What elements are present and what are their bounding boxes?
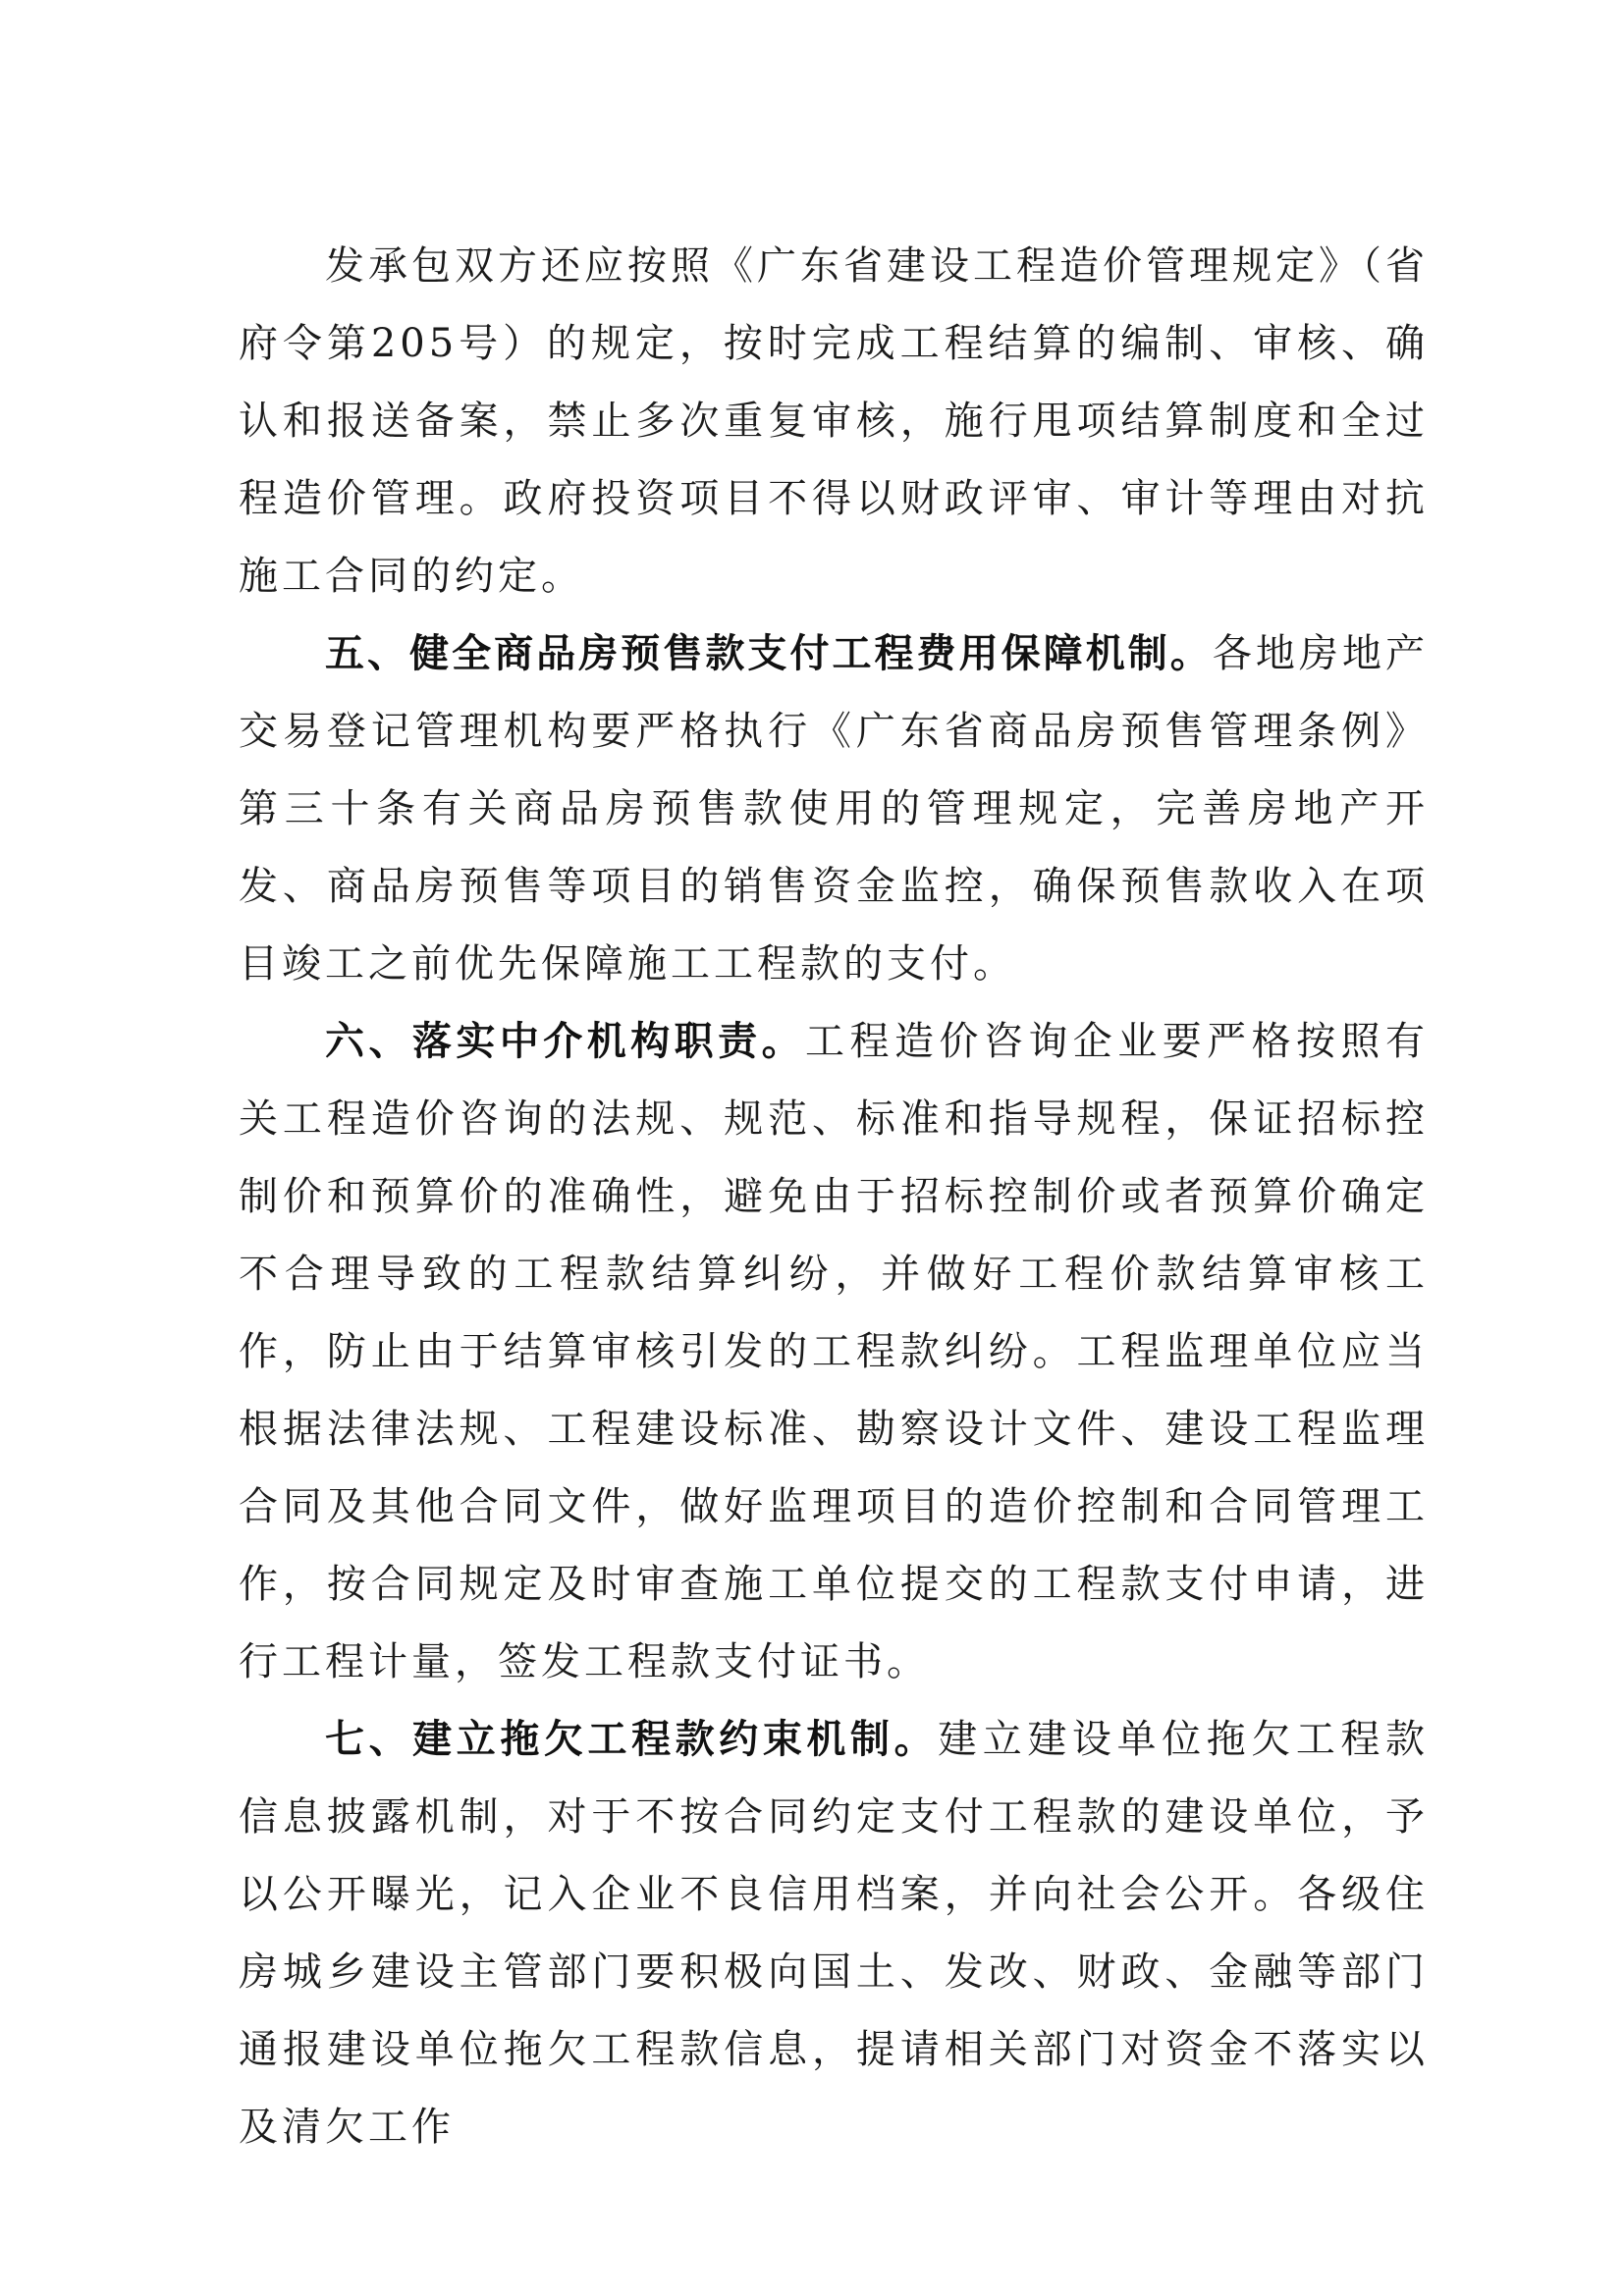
- section-heading: 六、落实中介机构职责。: [325, 1019, 806, 1064]
- paragraph-section-six: [239, 1003, 1429, 1701]
- paragraph-body: 建立建设单位拖欠工程款信息披露机制，对于不按合同约定支付工程款的建设单位，予以公开曝光，记入企业不良信用档案，并向社会公开。各级住房城乡建设主管部门要积极向国土、发改、财政、金融等部门通报建设单位拖欠工程款信息，提请相关部门对资金不落实以及清欠工作: [239, 1717, 1430, 2150]
- paragraph-section-seven: [239, 1701, 1429, 2166]
- paragraph-body: 各地房地产交易登记管理机构要严格执行《广东省商品房预售管理条例》第三十条有关商品房预售款使用的管理规定，完善房地产开发、商品房预售等项目的销售资金监控，确保预售款收入在项目竣工之前优先保障施工工程款的支付。: [239, 631, 1430, 987]
- document-body: [239, 228, 1429, 2166]
- paragraph-section-five: [239, 615, 1429, 1003]
- section-heading: 七、建立拖欠工程款约束机制。: [325, 1717, 939, 1762]
- paragraph-body: 发承包双方还应按照《广东省建设工程造价管理规定》（省府令第205号）的规定，按时完成工程结算的编制、审核、确认和报送备案，禁止多次重复审核，施行甩项结算制度和全过程造价管理。政府投资项目不得以财政评审、审计等理由对抗施工合同的约定。: [239, 243, 1429, 599]
- section-heading: 五、健全商品房预售款支付工程费用保障机制。: [325, 631, 1213, 676]
- paragraph-body: 工程造价咨询企业要严格按照有关工程造价咨询的法规、规范、标准和指导规程，保证招标控制价和预算价的准确性，避免由于招标控制价或者预算价确定不合理导致的工程款结算纠纷，并做好工程价款结算审核工作，防止由于结算审核引发的工程款纠纷。工程监理单位应当根据法律法规、工程建设标准、勘察设计文件、建设工程监理合同及其他合同文件，做好监理项目的造价控制和合同管理工作，按合同规定及时审查施工单位提交的工程款支付申请，进行工程计量，签发工程款支付证书。: [239, 1019, 1430, 1684]
- paragraph-settlement: [239, 228, 1429, 615]
